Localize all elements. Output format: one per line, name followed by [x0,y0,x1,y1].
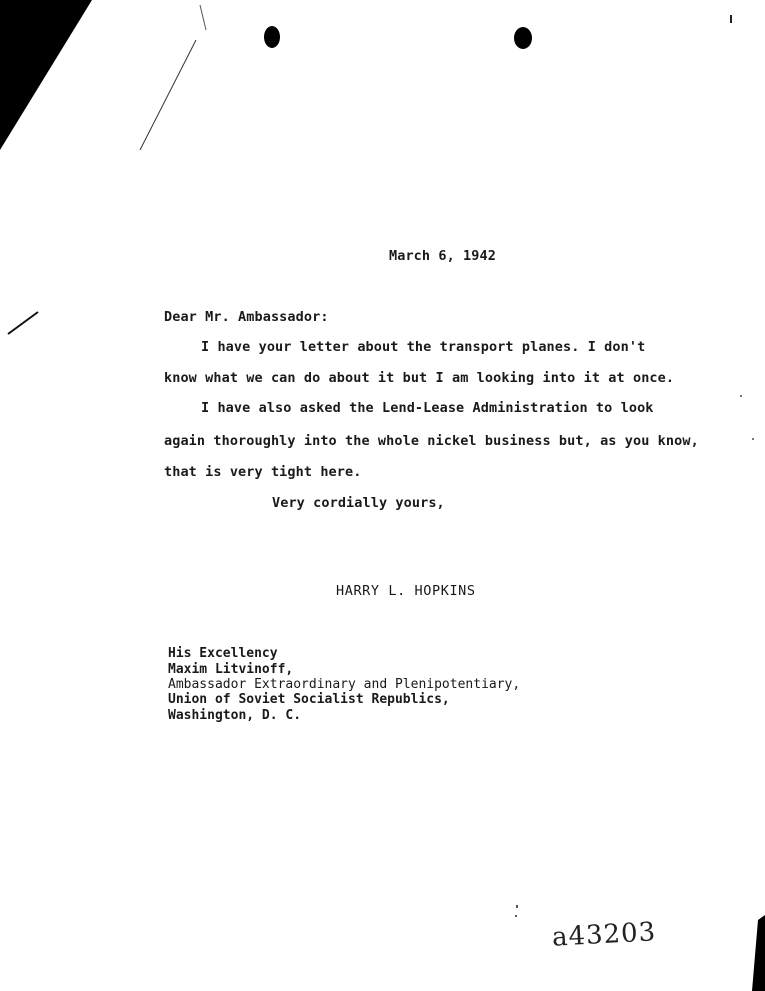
body-line: know what we can do about it but I am looking into it at once. [164,370,675,386]
edge-shadow [752,915,765,991]
letter-date: March 6, 1942 [389,248,496,264]
body-line: I have also asked the Lend-Lease Administration to look [201,400,654,416]
scan-speck [740,395,742,397]
crease-line [200,5,206,30]
body-line: I have your letter about the transport planes. I don't [201,339,646,355]
recipient-line: Washington, D. C. [168,708,302,723]
closing: Very cordially yours, [272,495,445,511]
recipient-line: Ambassador Extraordinary and Plenipotentiary, [168,677,521,692]
recipient-line: Union of Soviet Socialist Republics, [168,692,450,707]
scan-speck [730,15,732,23]
crease-line [140,40,196,150]
scan-speck [516,905,518,908]
corner-shadow [0,0,92,150]
scan-speck [752,438,754,440]
salutation: Dear Mr. Ambassador: [164,309,329,325]
body-line: that is very tight here. [164,464,362,480]
punch-hole [514,27,532,49]
crease-line [8,312,38,334]
recipient-line: Maxim Litvinoff, [168,662,294,677]
recipient-line: His Excellency [168,646,278,661]
archive-number: a43203 [551,917,657,953]
scan-speck [515,915,517,917]
punch-hole [264,26,280,48]
body-line: again thoroughly into the whole nickel business but, as you know, [164,433,699,449]
signature: HARRY L. HOPKINS [336,583,476,599]
